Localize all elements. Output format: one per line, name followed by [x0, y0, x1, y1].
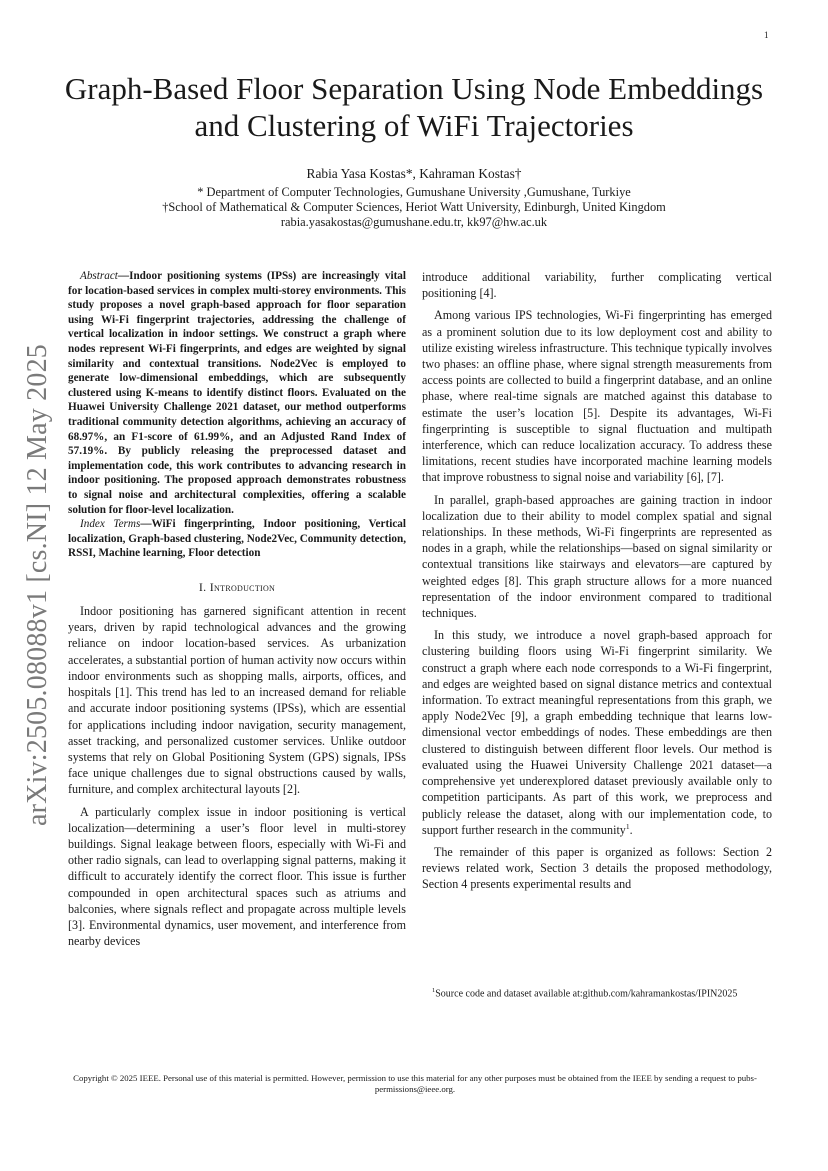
paper-title: Graph-Based Floor Separation Using Node Embeddings and Clustering of WiFi Trajectories — [64, 71, 764, 143]
intro-paragraph-6: The remainder of this paper is organized as follows: Section 2 reviews related work, Section 3 details the proposed methodology, Section 4 presents experimental results and — [422, 844, 772, 892]
affiliation-2: †School of Mathematical & Computer Sciences, Heriot Watt University, Edinburgh, United Kingdom — [162, 200, 666, 214]
author-names: Rabia Yasa Kostas*, Kahraman Kostas† — [306, 166, 522, 181]
left-column — [68, 269, 406, 949]
abstract-label: Abstract — [80, 270, 118, 282]
author-emails: rabia.yasakostas@gumushane.edu.tr, kk97@hw.ac.uk — [280, 215, 548, 229]
intro-paragraph-5 — [422, 627, 772, 838]
footnote-marker: 1 — [432, 987, 436, 994]
study-text-end: . — [629, 822, 633, 837]
copyright-notice: Copyright © 2025 IEEE. Personal use of this material is permitted. However, permission to use this material for any other purposes must be obtained from the IEEE by sending a request to pubs-permissions@ieee.org. — [73, 1073, 757, 1094]
index-terms-label: Index Terms — [80, 518, 141, 531]
index-terms — [68, 517, 406, 561]
index-terms-text: —WiFi fingerprinting, Indoor positioning, Vertical localization, Graph-based clustering, Node2Vec, Community detection, RSSI, Machine learning, Floor detection — [68, 518, 406, 560]
footnote-reference[interactable]: 1 — [625, 821, 630, 831]
page-number: 1 — [764, 30, 769, 40]
intro-paragraph-2-continuation: introduce additional variability, further complicating vertical positioning [4]. — [422, 270, 772, 301]
affiliation-1: * Department of Computer Technologies, Gumushane University ,Gumushane, Turkiye — [197, 185, 631, 199]
footnote — [432, 985, 737, 1000]
footnote-text[interactable]: Source code and dataset available at:github.com/kahramankostas/IPIN2025 — [435, 988, 738, 1000]
intro-paragraph-1: Indoor positioning has garnered significant attention in recent years, driven by rapid technological advances and the growing reliance on indoor location-based services. As urbanization accelerates, a substantial portion of human activity now occurs within indoor environments such as shopping malls, airports, offices, and hospitals [1]. This trend has led to an increased demand for reliable and accurate indoor positioning systems (IPSs), which are essential for applications including indoor navigation, security management, asset tracking, and personalized customer services. Unlike outdoor systems that rely on Global Positioning System (GPS) signals, IPSs face unique challenges due to signal obstructions caused by walls, furniture, and complex architectural layouts [2]. — [68, 604, 406, 797]
arxiv-identifier-stamp — [8, 345, 68, 825]
abstract — [68, 269, 406, 517]
intro-paragraph-4: In parallel, graph-based approaches are gaining traction in indoor localization due to their ability to model complex spatial and signal relationships. In these methods, Wi-Fi fingerprints are represented as nodes in a graph, while the relationships—based on signal similarity or contextual transitions like stairways and elevators—are captured by weighted edges [8]. This graph structure allows for a more nuanced representation of the indoor environment compared to traditional techniques. — [422, 492, 772, 621]
intro-paragraph-3: Among various IPS technologies, Wi-Fi fingerprinting has emerged as a prominent solution due to its low deployment cost and ability to utilize existing wireless infrastructure. This technique typically involves two phases: an offline phase, where signal strength measurements from access points are collected to build a fingerprint database, and an online phase, where real-time signals are matched against this database to estimate the user’s location [5]. Despite its advantages, Wi-Fi fingerprinting is susceptible to signal fluctuation and multipath interference, which can reduce localization accuracy. To address these limitations, recent studies have incorporated machine learning models that improve robustness to signal noise and variability [6], [7]. — [422, 308, 772, 485]
right-column — [422, 269, 772, 893]
study-text: In this study, we introduce a novel graph-based approach for clustering building floors using Wi-Fi fingerprint similarity. We construct a graph where each node corresponds to a Wi-Fi fingerprint, and edges are weighted based on signal distance metrics and contextual information. To extract meaningful representations from this graph, we apply Node2Vec [9], a graph embedding technique that learns low-dimensional vector embeddings of nodes. These embeddings are then clustered to distinguish between different floor levels. Our method is evaluated using the Huawei University Challenge 2021 dataset—a comprehensive yet underexplored dataset previously available only to competition participants. As part of this work, we preprocess and publicly release the dataset, along with our implementation code, to support further research in the community — [422, 628, 772, 837]
arxiv-stamp-text: arXiv:2505.08088v1 [cs.NI] 12 May 2025 — [22, 344, 54, 826]
section-heading-introduction: I. Introduction — [198, 579, 276, 594]
authors-block — [60, 166, 768, 230]
abstract-text: —Indoor positioning systems (IPSs) are increasingly vital for location-based services in complex multi-storey environments. This study proposes a novel graph-based approach for floor separation using Wi-Fi fingerprint trajectories, addressing the challenge of vertical localization in indoor settings. We construct a graph where nodes represent Wi-Fi fingerprints, and edges are weighted by signal similarity and contextual transitions. Node2Vec is employed to generate low-dimensional embeddings, which are subsequently clustered using K-means to identify distinct floors. Evaluated on the Huawei University Challenge 2021 dataset, our method outperforms traditional community detection algorithms, achieving an accuracy of 68.97%, an F1-score of 61.99%, and an Adjusted Rand Index of 57.19%. By publicly releasing the preprocessed dataset and implementation code, this work contributes to advancing research in indoor positioning. The proposed approach demonstrates robustness to signal noise and architectural complexities, offering a scalable solution for floor-level localization. — [68, 270, 406, 516]
intro-paragraph-2: A particularly complex issue in indoor positioning is vertical localization—determining a user’s floor level in multi-storey buildings. Signal leakage between floors, especially with Wi-Fi and other radio signals, can lead to overlapping signal patterns, making it difficult to accurately identify the correct floor. This issue is further compounded in open architectural spaces such as atriums and balconies, where signals reflect and propagate across multiple levels [3]. Environmental dynamics, user movement, and interference from nearby devices — [68, 804, 406, 949]
